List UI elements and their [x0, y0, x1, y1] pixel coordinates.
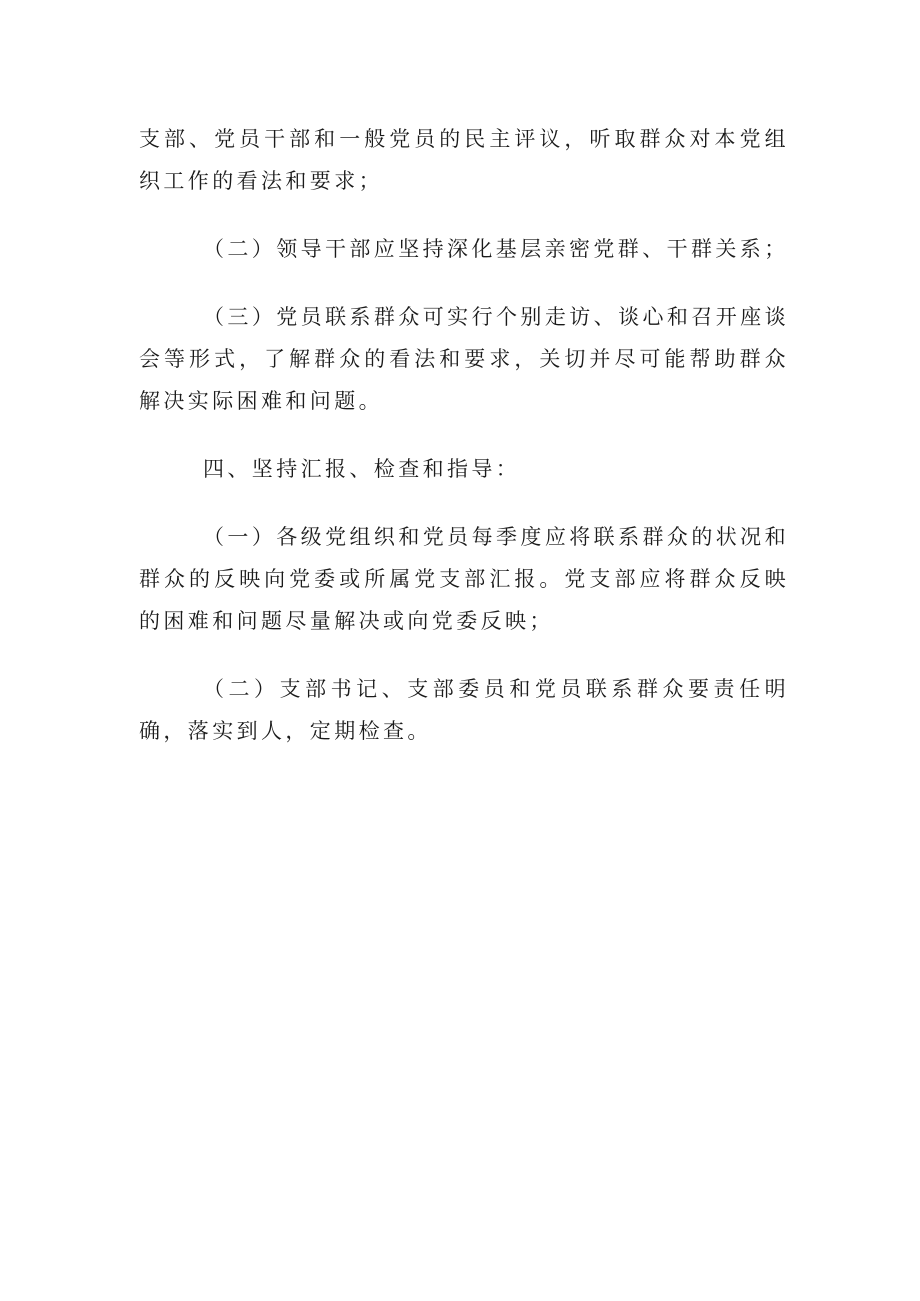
paragraph-item-2-responsibility: （二）支部书记、支部委员和党员联系群众要责任明确，落实到人，定期检查。 [139, 677, 789, 743]
paragraph-item-1-reporting: （一）各级党组织和党员每季度应将联系群众的状况和群众的反映向党委或所属党支部汇报。党支部应将群众反映的困难和问题尽量解决或向党委反映； [139, 525, 789, 633]
section-heading-4: 四、坚持汇报、检查和指导： [203, 457, 521, 481]
paragraph-item-2-leaders: （二）领导干部应坚持深化基层亲密党群、干群关系； [203, 237, 789, 261]
paragraph-continuation: 支部、党员干部和一般党员的民主评议，听取群众对本党组织工作的看法和要求； [139, 127, 789, 193]
paragraph-item-3-contact-masses: （三）党员联系群众可实行个别走访、谈心和召开座谈会等形式，了解群众的看法和要求，关切并尽可能帮助群众解决实际困难和问题。 [139, 305, 789, 413]
document-body [139, 118, 789, 752]
